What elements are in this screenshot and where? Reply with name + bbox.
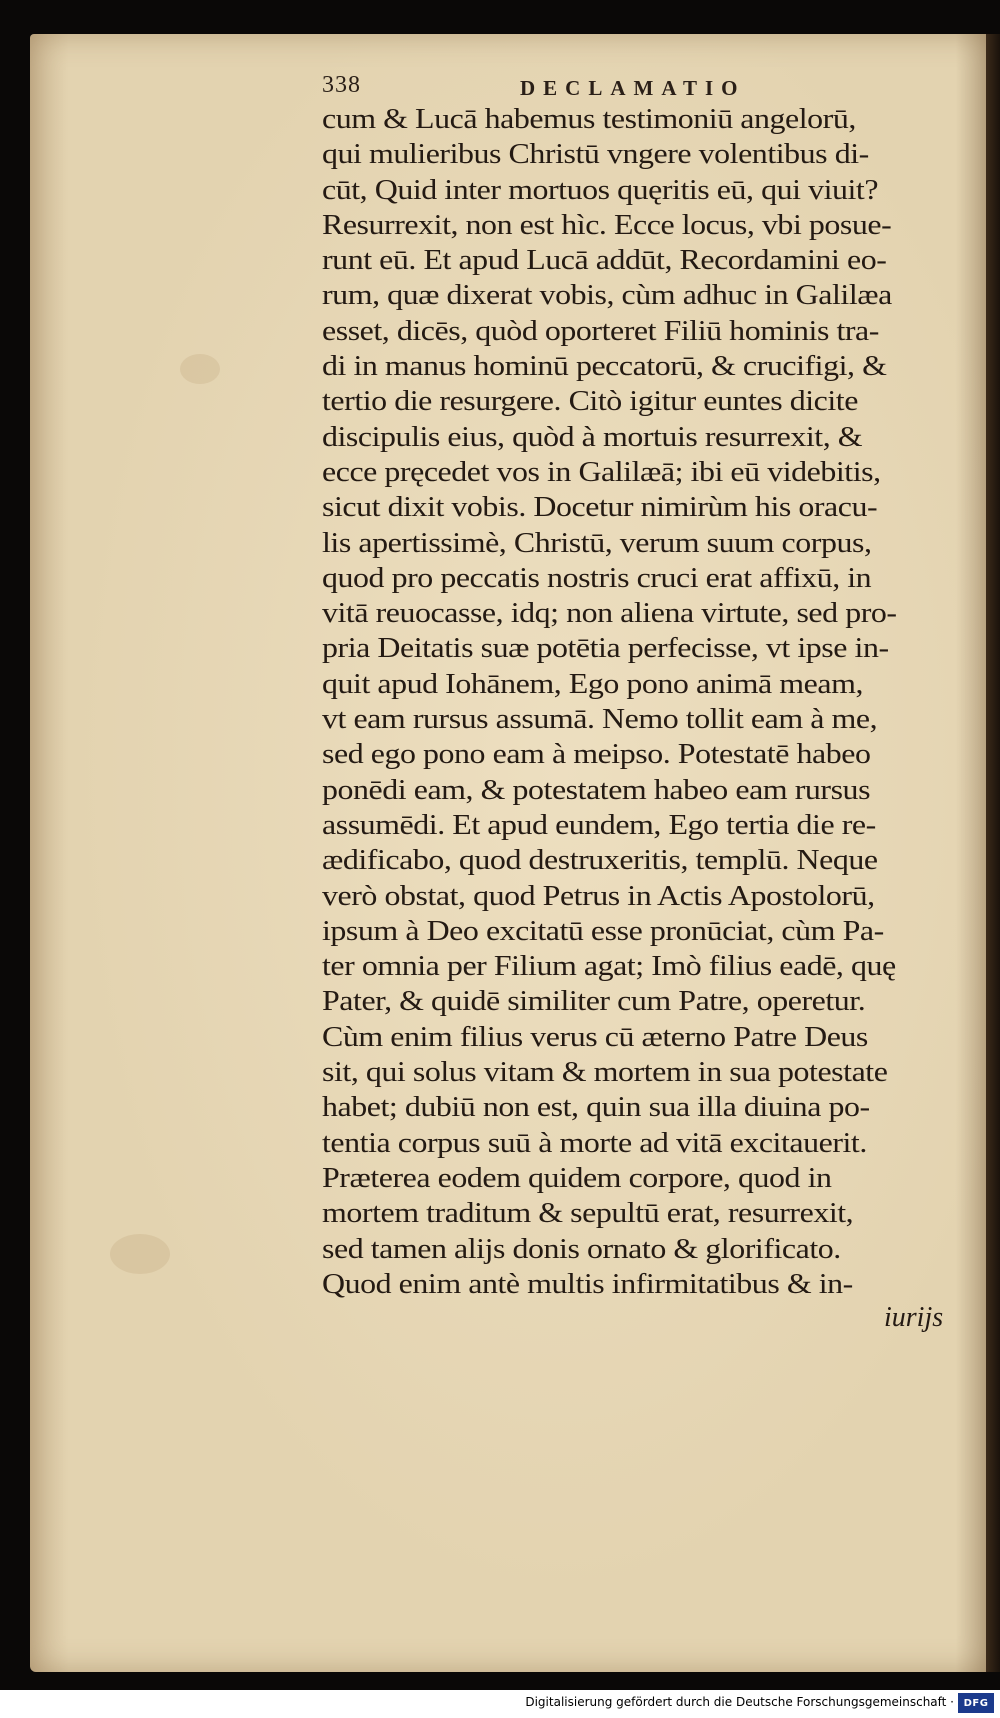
dfg-logo: DFG [958, 1693, 994, 1713]
text-line: discipulis eius, quòd à mortuis resurrexit, & [322, 421, 863, 453]
page-number: 338 [322, 72, 361, 98]
text-line: ædificabo, quod destruxeritis, templū. Neque [322, 845, 878, 877]
text-line: Præterea eodem quidem corpore, quod in [322, 1162, 832, 1194]
text-line: ter omnia per Filium agat; Imò filius eadē, quę [322, 951, 896, 983]
text-line: Resurrexit, non est hìc. Ecce locus, vbi posue- [322, 209, 892, 241]
catchword: iurijs [884, 1302, 944, 1334]
paper-stain [110, 1234, 170, 1274]
text-line: sed tamen alijs donis ornato & glorificato. [322, 1233, 841, 1265]
footer-bar [0, 1690, 1000, 1718]
text-line: cūt, Quid inter mortuos quęritis eū, qui viuit? [322, 174, 879, 206]
text-line: vitā reuocasse, idq; non aliena virtute, sed pro- [322, 598, 897, 630]
running-title: DECLAMATIO [520, 76, 746, 100]
text-line: di in manus hominū peccatorū, & crucifigi, & [322, 351, 887, 383]
text-line: habet; dubiū non est, quin sua illa diuina po- [322, 1092, 870, 1124]
text-line: lis apertissimè, Christū, verum suum corpus, [322, 527, 872, 559]
text-line: verò obstat, quod Petrus in Actis Apostolorū, [322, 880, 875, 912]
paper-stain [180, 354, 220, 384]
text-line: cum & Lucā habemus testimoniū angelorū, [322, 104, 856, 135]
text-line: quod pro peccatis nostris cruci erat affixū, in [322, 562, 872, 594]
text-line: rum, quæ dixerat vobis, cùm adhuc in Galilæa [322, 280, 892, 312]
text-line: quit apud Iohānem, Ego pono animā meam, [322, 668, 863, 700]
text-line: tentia corpus suū à morte ad vitā excitauerit. [322, 1127, 867, 1159]
text-line: assumēdi. Et apud eundem, Ego tertia die re- [322, 809, 876, 841]
text-line: pria Deitatis suæ potētia perfecisse, vt ipse in- [322, 633, 889, 665]
text-line: ponēdi eam, & potestatem habeo eam rursus [322, 774, 871, 806]
text-line: mortem traditum & sepultū erat, resurrexit, [322, 1198, 854, 1230]
funding-credit: Digitalisierung gefördert durch die Deutsche Forschungsgemeinschaft · [525, 1695, 954, 1709]
text-line: ecce pręcedet vos in Galilæā; ibi eū videbitis, [322, 456, 881, 488]
text-line: tertio die resurgere. Citò igitur euntes dicite [322, 386, 858, 418]
text-line: Cùm enim filius verus cū æterno Patre Deus [322, 1021, 868, 1053]
text-line: sed ego pono eam à meipso. Potestatē habeo [322, 739, 871, 771]
text-line: ipsum à Deo excitatū esse pronūciat, cùm Pa- [322, 915, 884, 947]
text-line: qui mulieribus Christū vngere volentibus di- [322, 139, 869, 171]
text-line: sit, qui solus vitam & mortem in sua potestate [322, 1057, 888, 1089]
text-line: Quod enim antè multis infirmitatibus & in- [322, 1268, 853, 1300]
text-line: sicut dixit vobis. Docetur nimirùm his oracu- [322, 492, 878, 524]
text-line: runt eū. Et apud Lucā addūt, Recordamini eo- [322, 245, 887, 277]
text-line: vt eam rursus assumā. Nemo tollit eam à me, [322, 704, 878, 736]
body-text [322, 102, 958, 1302]
text-line: Pater, & quidē similiter cum Patre, operetur. [322, 986, 866, 1018]
text-line: esset, dicēs, quòd oporteret Filiū hominis tra- [322, 315, 879, 347]
